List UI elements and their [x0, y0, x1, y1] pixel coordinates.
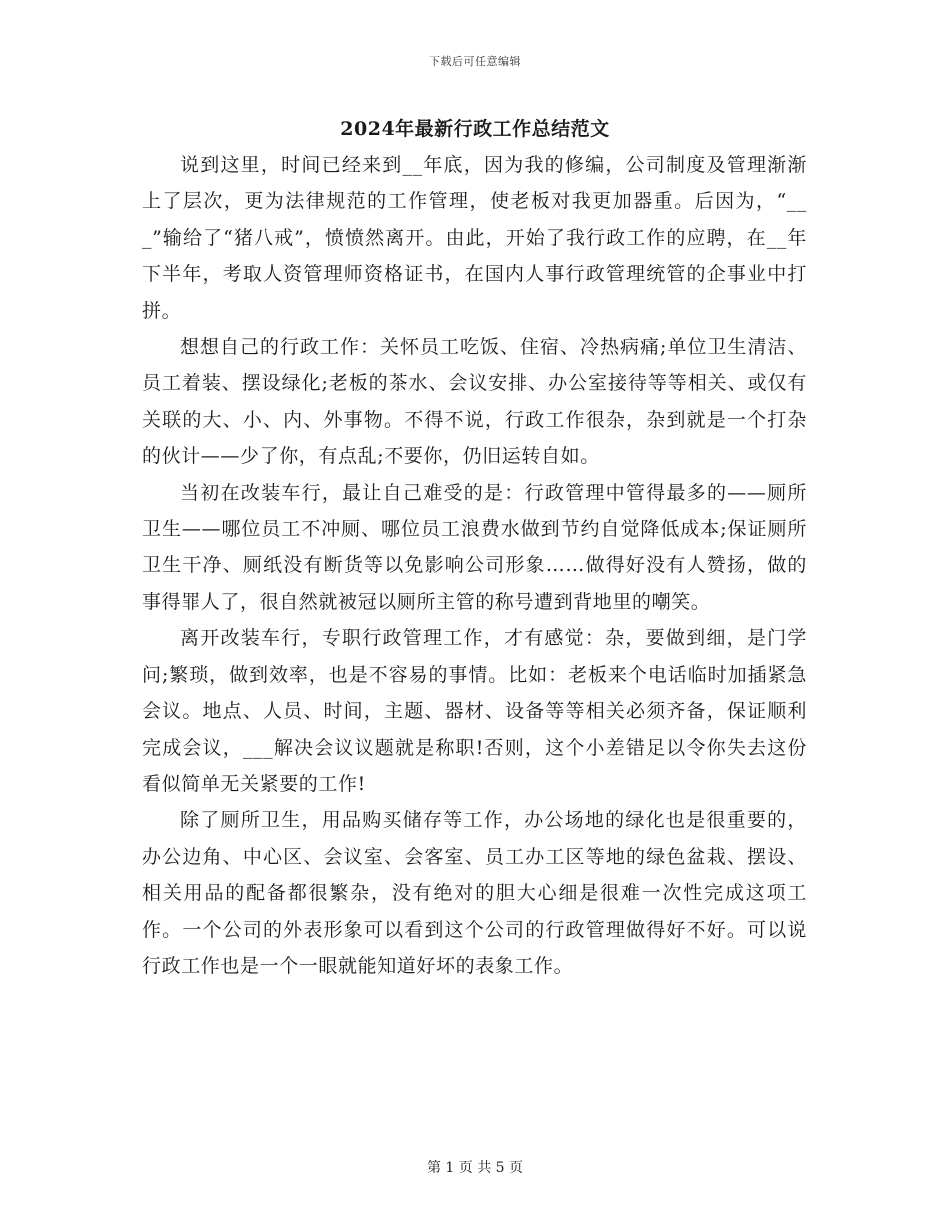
- document-title: 2024年最新行政工作总结范文: [340, 118, 610, 140]
- paragraph: 离开改装车行，专职行政管理工作，才有感觉：杂，要做到细，是门学问;繁琐，做到效率，也是不容易的事情。比如：老板来个电话临时加插紧急会议。地点、人员、时间，主题、器材、设备等等相关必须齐备，保证顺利完成会议，___解决会议议题就是称职!否则，这个小差错足以令你失去这份看似简单无关紧要的工作!: [142, 627, 807, 795]
- paragraph: 说到这里，时间已经来到__年底，因为我的修编，公司制度及管理渐渐上了层次，更为法律规范的工作管理，使老板对我更加器重。后因为，“___”输给了“猪八戒”，愤愤然离开。由此，开始了我行政工作的应聘，在__年下半年，考取人资管理师资格证书，在国内人事行政管理统管的企事业中打拼。: [142, 154, 807, 322]
- document-body: [142, 147, 807, 984]
- page-number-footer: 第 1 页 共 5 页: [426, 1160, 524, 1176]
- header-note: 下载后可任意编辑: [429, 55, 521, 68]
- paragraph: 除了厕所卫生，用品购买储存等工作，办公场地的绿化也是很重要的，办公边角、中心区、会议室、会客室、员工办工区等地的绿色盆栽、摆设、相关用品的配备都很繁杂，没有绝对的胆大心细是很难一次性完成这项工作。一个公司的外表形象可以看到这个公司的行政管理做得好不好。可以说行政工作也是一个一眼就能知道好坏的表象工作。: [142, 809, 807, 977]
- paragraph: 当初在改装车行，最让自己难受的是：行政管理中管得最多的——厕所卫生——哪位员工不冲厕、哪位员工浪费水做到节约自觉降低成本;保证厕所卫生干净、厕纸没有断货等以免影响公司形象……做得好没有人赞扬，做的事得罪人了，很自然就被冠以厕所主管的称号遭到背地里的嘲笑。: [142, 481, 807, 613]
- paragraph: 想想自己的行政工作：关怀员工吃饭、住宿、冷热病痛;单位卫生清洁、员工着装、摆设绿化;老板的茶水、会议安排、办公室接待等等相关、或仅有关联的大、小、内、外事物。不得不说，行政工作很杂，杂到就是一个打杂的伙计——少了你，有点乱;不要你，仍旧运转自如。: [142, 336, 807, 468]
